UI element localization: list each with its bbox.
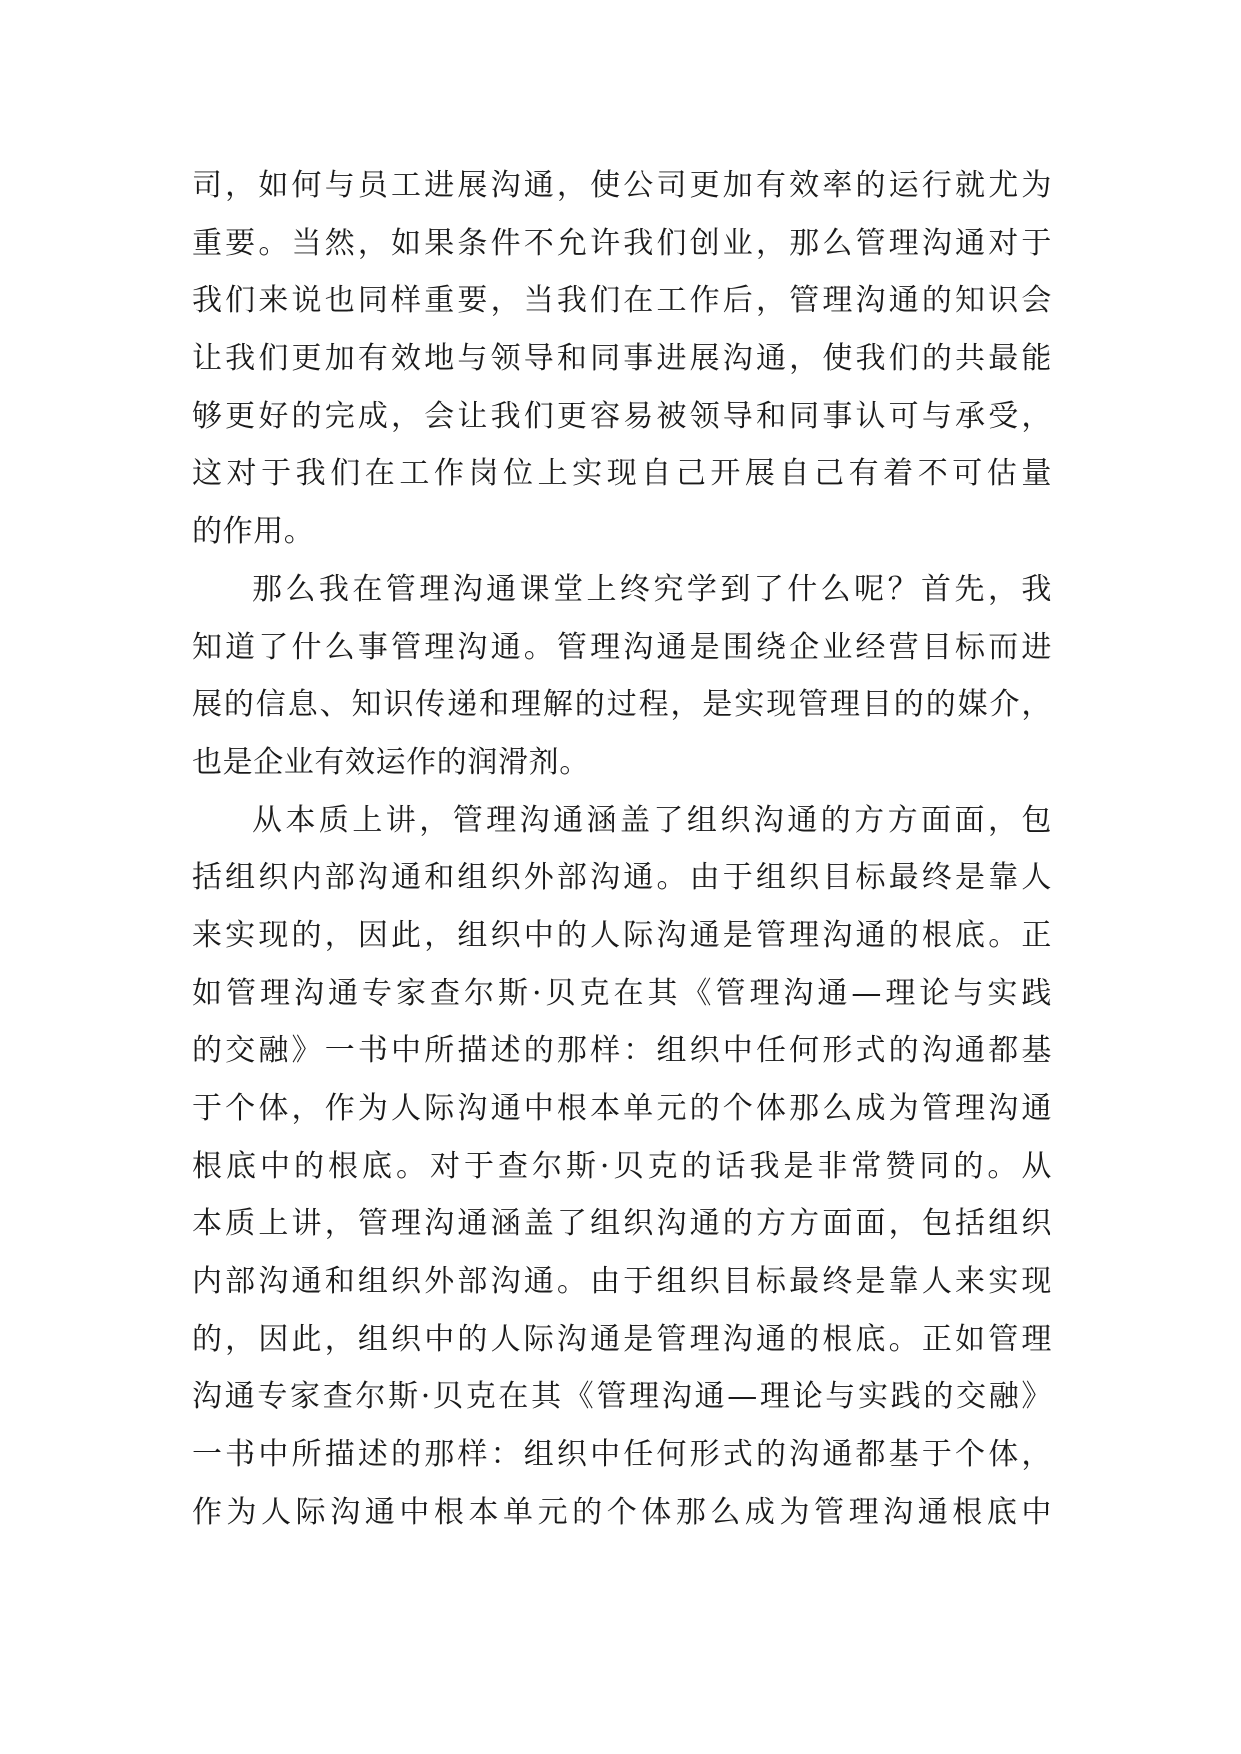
text-line: 重要。当然，如果条件不允许我们创业，那么管理沟通对于	[192, 225, 1052, 261]
text-line: 的作用。	[192, 514, 315, 550]
text-line: 知道了什么事管理沟通。管理沟通是围绕企业经营目标而进	[192, 629, 1052, 665]
text-line: 从本质上讲，管理沟通涵盖了组织沟通的方方面面，包	[252, 802, 1052, 838]
text-line: 来实现的，因此，组织中的人际沟通是管理沟通的根底。正	[192, 917, 1052, 953]
text-line: 展的信息、知识传递和理解的过程，是实现管理目的的媒介，	[192, 687, 1052, 723]
text-line: 这对于我们在工作岗位上实现自己开展自己有着不可估量	[192, 456, 1052, 492]
text-line: 于个体，作为人际沟通中根本单元的个体那么成为管理沟通	[192, 1091, 1052, 1126]
text-line: 一书中所描述的那样：组织中任何形式的沟通都基于个体，	[192, 1437, 1052, 1473]
text-line: 内部沟通和组织外部沟通。由于组织目标最终是靠人来实现	[192, 1264, 1052, 1300]
text-line: 的交融》一书中所描述的那样：组织中任何形式的沟通都基	[192, 1033, 1052, 1069]
text-line: 够更好的完成，会让我们更容易被领导和同事认可与承受，	[192, 398, 1052, 434]
text-line: 括组织内部沟通和组织外部沟通。由于组织目标最终是靠人	[192, 860, 1052, 896]
text-line: 我们来说也同样重要，当我们在工作后，管理沟通的知识会	[192, 283, 1052, 319]
body-text	[192, 157, 1052, 1542]
text-line: 作为人际沟通中根本单元的个体那么成为管理沟通根底中	[192, 1494, 1052, 1530]
text-line: 沟通专家查尔斯·贝克在其《管理沟通—理论与实践的交融》	[192, 1379, 1052, 1415]
text-line: 如管理沟通专家查尔斯·贝克在其《管理沟通—理论与实践	[192, 975, 1052, 1011]
text-line: 司，如何与员工进展沟通，使公司更加有效率的运行就尤为	[192, 168, 1052, 203]
text-line: 的，因此，组织中的人际沟通是管理沟通的根底。正如管理	[192, 1321, 1052, 1357]
text-line: 本质上讲，管理沟通涵盖了组织沟通的方方面面，包括组织	[192, 1206, 1052, 1242]
text-line: 那么我在管理沟通课堂上终究学到了什么呢？首先，我	[252, 571, 1052, 607]
text-line: 也是企业有效运作的润滑剂。	[192, 744, 590, 780]
text-line: 让我们更加有效地与领导和同事进展沟通，使我们的共最能	[192, 341, 1052, 377]
text-line: 根底中的根底。对于查尔斯·贝克的话我是非常赞同的。从	[192, 1148, 1052, 1184]
